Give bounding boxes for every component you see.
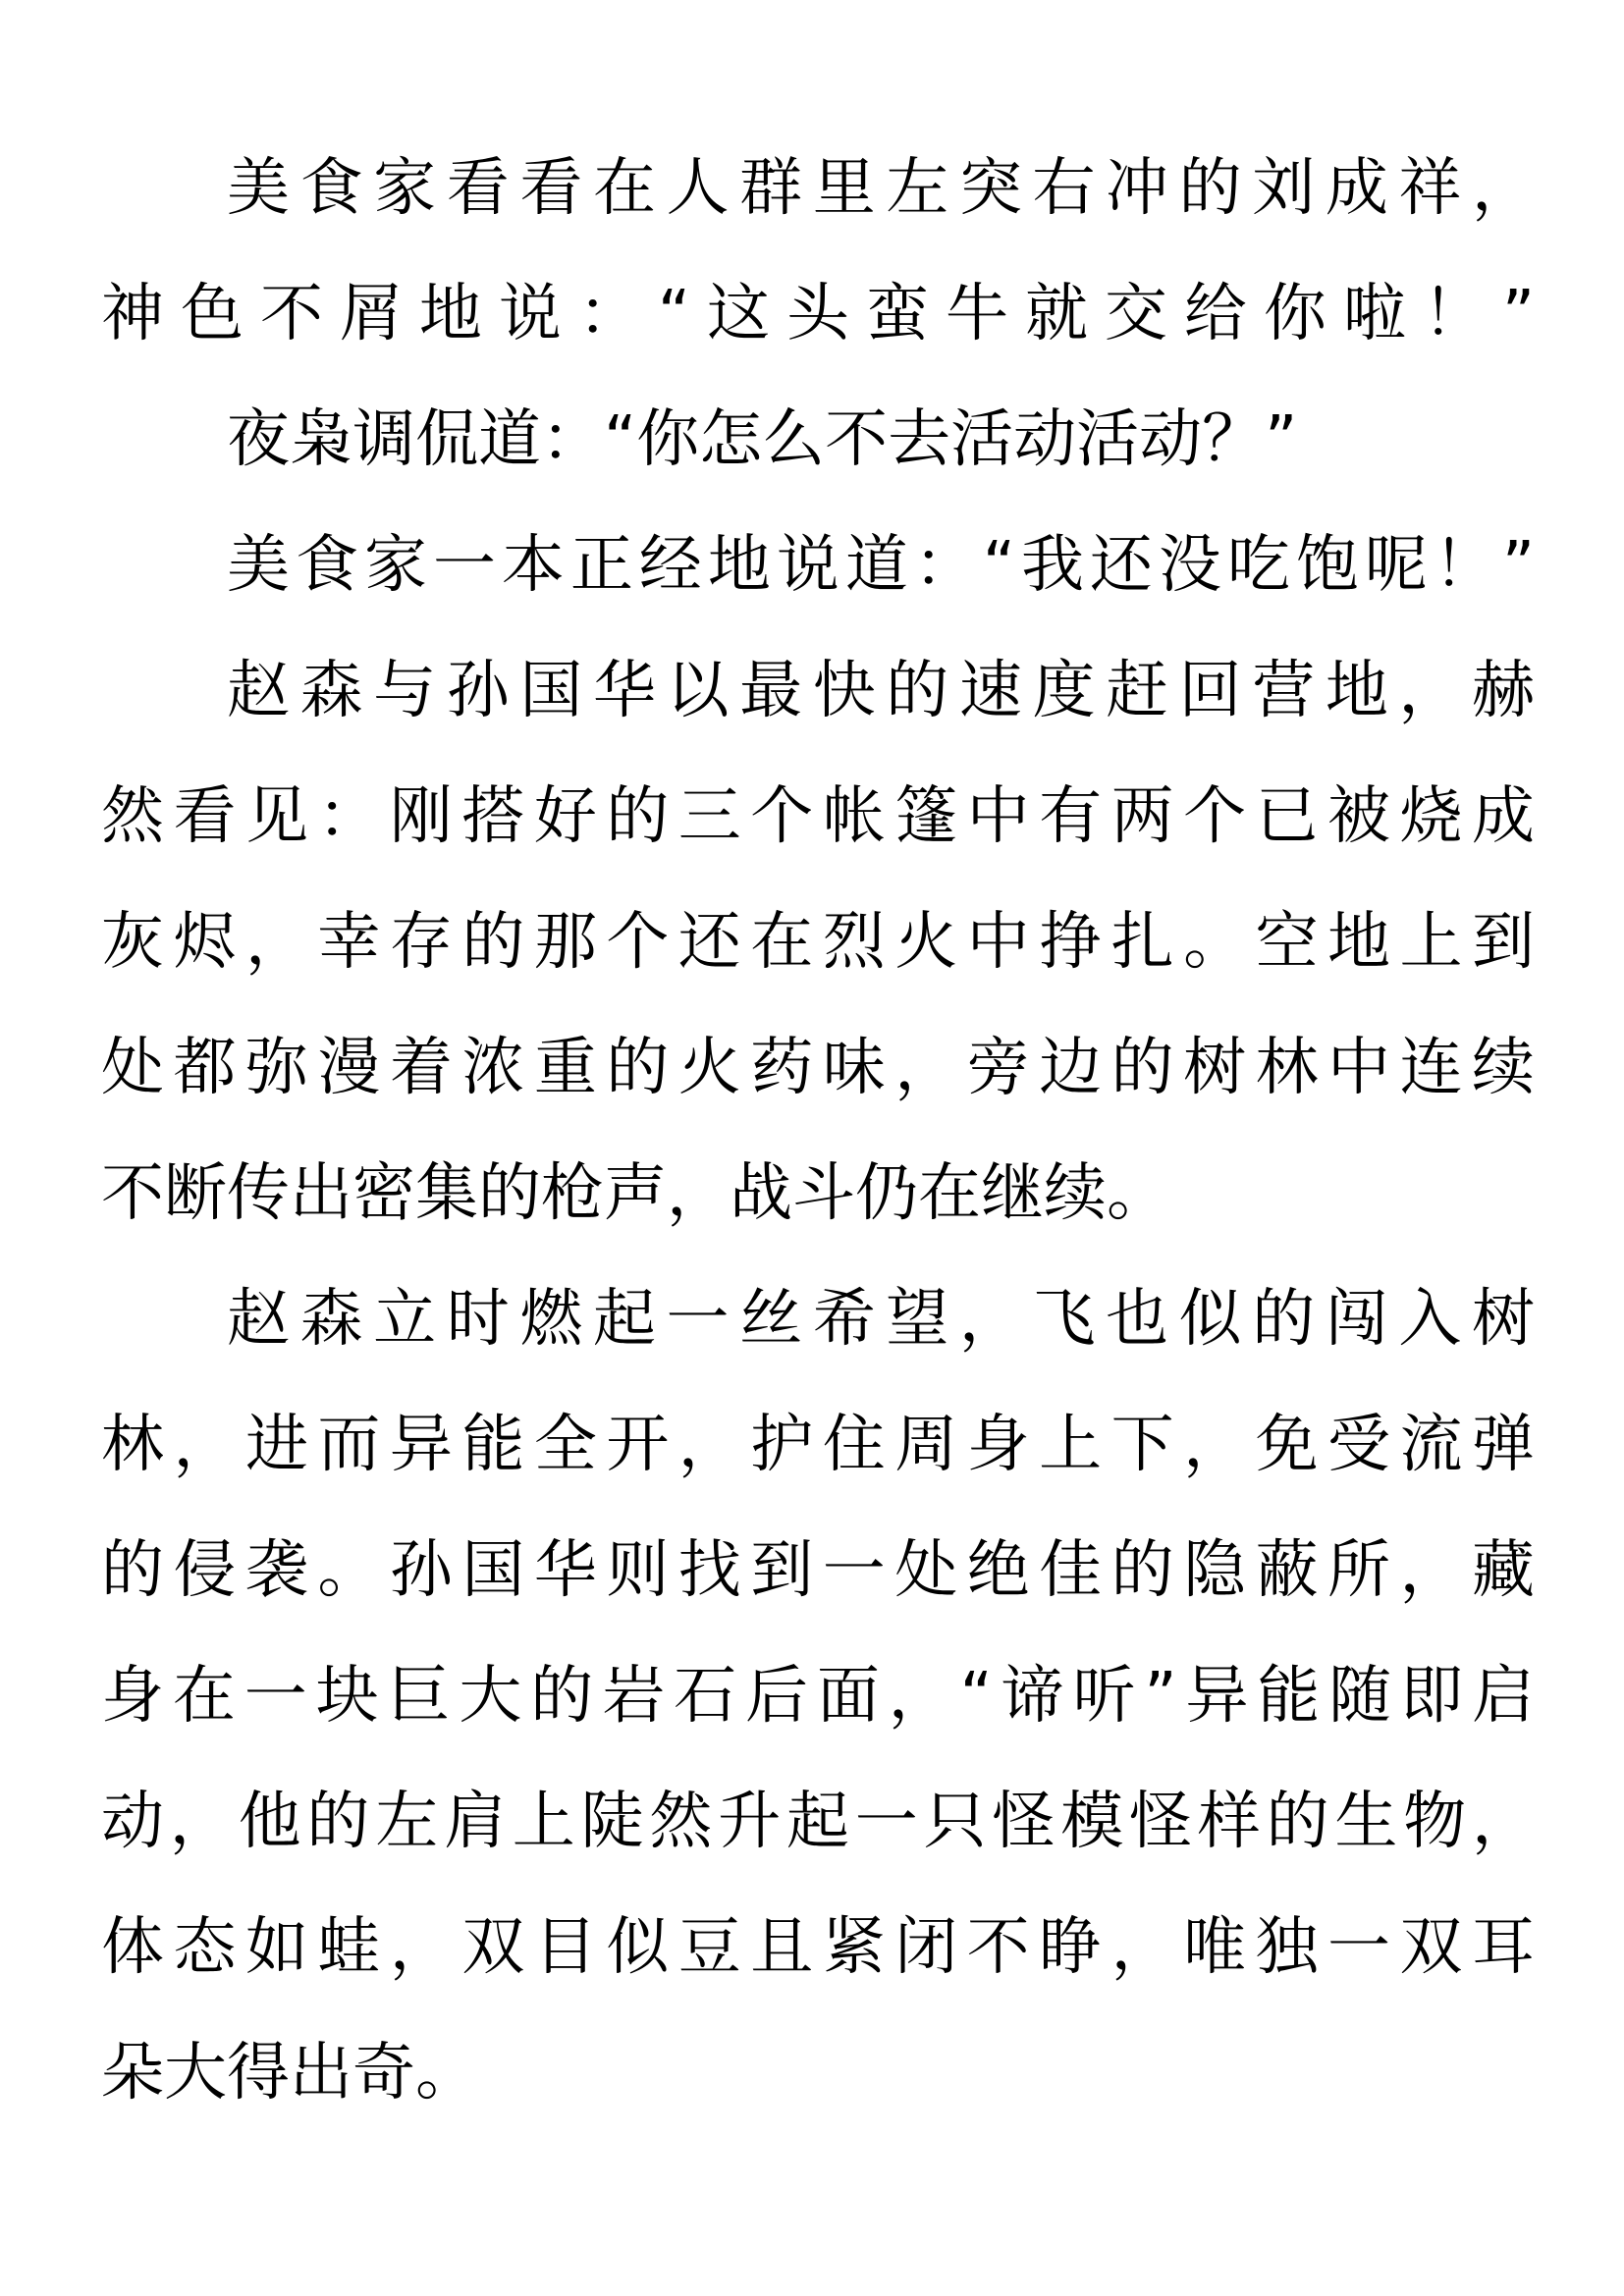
text-line: 处都弥漫着浓重的火药味，旁边的树林中连续 [101, 1032, 1535, 1104]
text-line: 灰烬，幸存的那个还在烈火中挣扎。空地上到 [101, 906, 1535, 979]
text-line: 赵森与孙国华以最快的速度赶回营地，赫 [227, 655, 1535, 727]
text-line: 朵大得出奇。 [101, 2037, 478, 2109]
text-line: 美食家一本正经地说道：“我还没吃饱呢！” [227, 529, 1535, 602]
document-page [101, 126, 1535, 2136]
text-line: 林，进而异能全开，护住周身上下，免受流弹 [101, 1409, 1535, 1481]
text-line: 体态如蛙，双目似豆且紧闭不睁，唯独一双耳 [101, 1911, 1535, 1984]
text-line: 的侵袭。孙国华则找到一处绝佳的隐蔽所，藏 [101, 1534, 1535, 1607]
text-line: 赵森立时燃起一丝希望，飞也似的闯入树 [227, 1283, 1535, 1356]
text-line: 身在一块巨大的岩石后面，“谛听”异能随即启 [101, 1660, 1535, 1733]
text-line: 神色不屑地说：“这头蛮牛就交给你啦！” [101, 278, 1535, 350]
text-line: 动，他的左肩上陡然升起一只怪模怪样的生物， [101, 1786, 1535, 1858]
text-line: 然看见：刚搭好的三个帐篷中有两个已被烧成 [101, 780, 1535, 853]
text-line: 夜枭调侃道：“你怎么不去活动活动？” [227, 403, 1298, 476]
text-line: 美食家看看在人群里左突右冲的刘成祥， [227, 152, 1535, 225]
text-line: 不断传出密集的枪声，战斗仍在继续。 [101, 1157, 1169, 1230]
